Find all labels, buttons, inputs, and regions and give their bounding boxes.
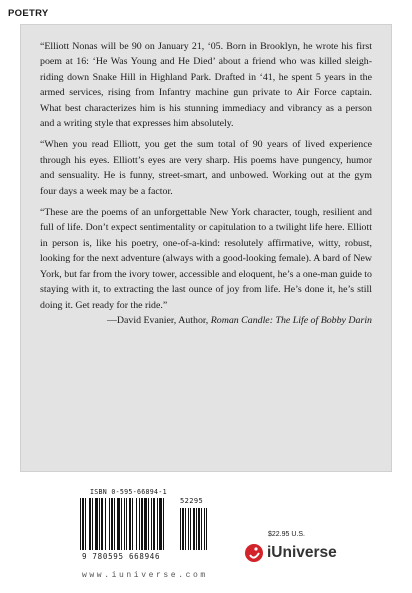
barcode-bars [74, 498, 212, 552]
publisher-logo [244, 543, 337, 563]
blurb-quote-1: “Elliott Nonas will be 90 on January 21, ‘05. Born in Brooklyn, he wrote his first poem at 16: ‘He Was Young and He Died’ about a friend who was killed sleigh-riding down Snake Hill in Highland Park. Drafted in ‘41, he spent 5 years in the armed services, rising from Infantry machine gun private to Air Force captain. What best characterizes him is his stunning immediacy and vibrancy as a person and a writing style that expresses him absolutely. [40, 41, 372, 130]
blurb-box [20, 24, 392, 472]
category-label: POETRY [8, 8, 49, 19]
isbn-number: ISBN 0-595-66894-1 [90, 488, 167, 496]
publisher-name: iUniverse [267, 544, 337, 561]
attribution-author: —David Evanier, Author, [107, 314, 211, 326]
price-label: $22.95 U.S. [268, 531, 305, 538]
blurb-quote-2: “When you read Elliott, you get the sum total of 90 years of lived experience through his eyes. Elliott’s eyes are very sharp. His poems have pungency, humor and sensuality. He is funny, street-smart, and unbowed. Working out at the gym four days a week may be a factor. [40, 139, 372, 197]
blurb-quote-3: “These are the poems of an unforgettable New York character, tough, resilient and full of life. Don’t expect sentimentality or capitulation to a twilight life here. Elliott in person is, like his poetry, one-of-a-kind: resolutely affirmative, witty, robust, looking for the next adventure (always with a good-looking female). A bard of New York, but far from the ivory tower, accessible and eloquent, he’s a one-man guide to staying with it, to extracting the last ounce of joy from life. He’s done it, he’s still doing it. Get ready for the ride.” [40, 207, 372, 311]
attribution-book-title: Roman Candle: The Life of Bobby Darin [210, 314, 372, 326]
publisher-url: www.iuniverse.com [82, 571, 208, 580]
isbn-barcode [74, 488, 212, 562]
ean-number: 9 780595 668946 [82, 552, 161, 561]
barcode-addon-number: 52295 [180, 497, 204, 505]
iuniverse-swirl-icon [244, 543, 264, 563]
blurb-attribution [40, 313, 372, 328]
